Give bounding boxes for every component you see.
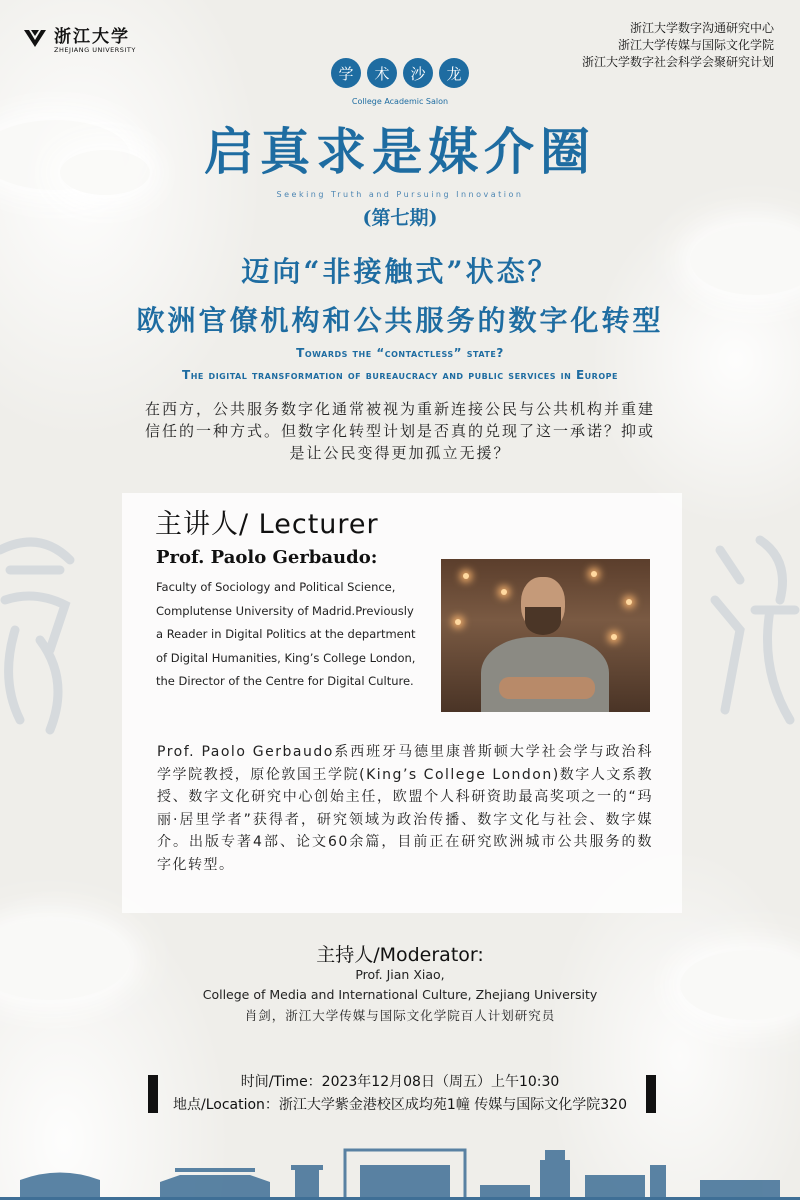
campus-skyline-illustration: [0, 1120, 800, 1200]
moderator-heading: 主持人/Moderator:: [316, 944, 484, 966]
series-subtitle: Seeking Truth and Pursuing Innovation: [276, 190, 524, 199]
series-title: 启真求是媒介圈: [204, 122, 596, 181]
university-emblem-icon: [22, 27, 48, 49]
topic-title-cn: 迈向“非接触式”状态？: [241, 255, 559, 288]
moderator-affiliation-en: College of Media and International Culture, Zhejiang University: [202, 987, 598, 1002]
salon-char: 术: [367, 58, 397, 88]
organizer-item: 浙江大学传媒与国际文化学院: [617, 38, 774, 52]
lecturer-bio-en: Faculty of Sociology and Political Science, Complutense University of Madrid.Previously a Reader in Digital Politics at the department of Digital Humanities, King’s College London, the Director of the Centre for Digital Culture.: [156, 580, 416, 688]
issue-number: (第七期): [362, 207, 438, 229]
logo-en-text: ZHEJIANG UNIVERSITY: [54, 46, 136, 54]
seal-watermark-right: [700, 520, 800, 740]
salon-char: 龙: [439, 58, 469, 88]
lecturer-photo: [441, 559, 650, 712]
university-logo: [22, 22, 136, 54]
lecturer-name: Prof. Paolo Gerbaudo:: [156, 547, 378, 568]
organizer-item: 浙江大学数字沟通研究中心: [629, 21, 774, 35]
seal-watermark-left: [0, 530, 90, 750]
topic-subtitle-cn: 欧洲官僚机构和公共服务的数字化转型: [136, 304, 664, 337]
event-location: 地点/Location：浙江大学紫金港校区成均苑1幢 传媒与国际文化学院320: [172, 1097, 627, 1113]
moderator-affiliation-cn: 肖剑，浙江大学传媒与国际文化学院百人计划研究员: [244, 1008, 556, 1023]
salon-badge: [0, 58, 800, 88]
salon-char: 沙: [403, 58, 433, 88]
organizer-item: 浙江大学数字社会科学会聚研究计划: [581, 55, 774, 69]
topic-subtitle-en: The digital transformation of bureaucracy and public services in Europe: [182, 368, 618, 382]
lecturer-heading: 主讲人/ Lecturer: [155, 509, 379, 540]
salon-en-label: College Academic Salon: [351, 97, 449, 106]
event-time: 时间/Time：2023年12月08日（周五）上午10:30: [240, 1074, 560, 1090]
moderator-name: Prof. Jian Xiao,: [355, 967, 445, 982]
lecturer-bio-cn: Prof. Paolo Gerbaudo系西班牙马德里康普斯顿大学社会学与政治科学学院教授，原伦敦国王学院(King’s College London)数字人文系教授、数字文化研究中心创始主任，欧盟个人科研资助最高奖项之一的“玛丽·居里学者”获得者，研究领域为政治传播、数字文化与社会、数字媒介。出版专著4部、论文60余篇，目前正在研究欧洲城市公共服务的数字化转型。: [157, 744, 653, 873]
logo-cn-text: 浙江大学: [54, 27, 130, 47]
topic-title-en: Towards the “contactless” state?: [296, 346, 504, 360]
salon-char: 学: [331, 58, 361, 88]
intro-paragraph: 在西方，公共服务数字化通常被视为重新连接公民与公共机构并重建信任的一种方式。但数字化转型计划是否真的兑现了这一承诺？抑或是让公民变得更加孤立无援？: [144, 400, 655, 462]
